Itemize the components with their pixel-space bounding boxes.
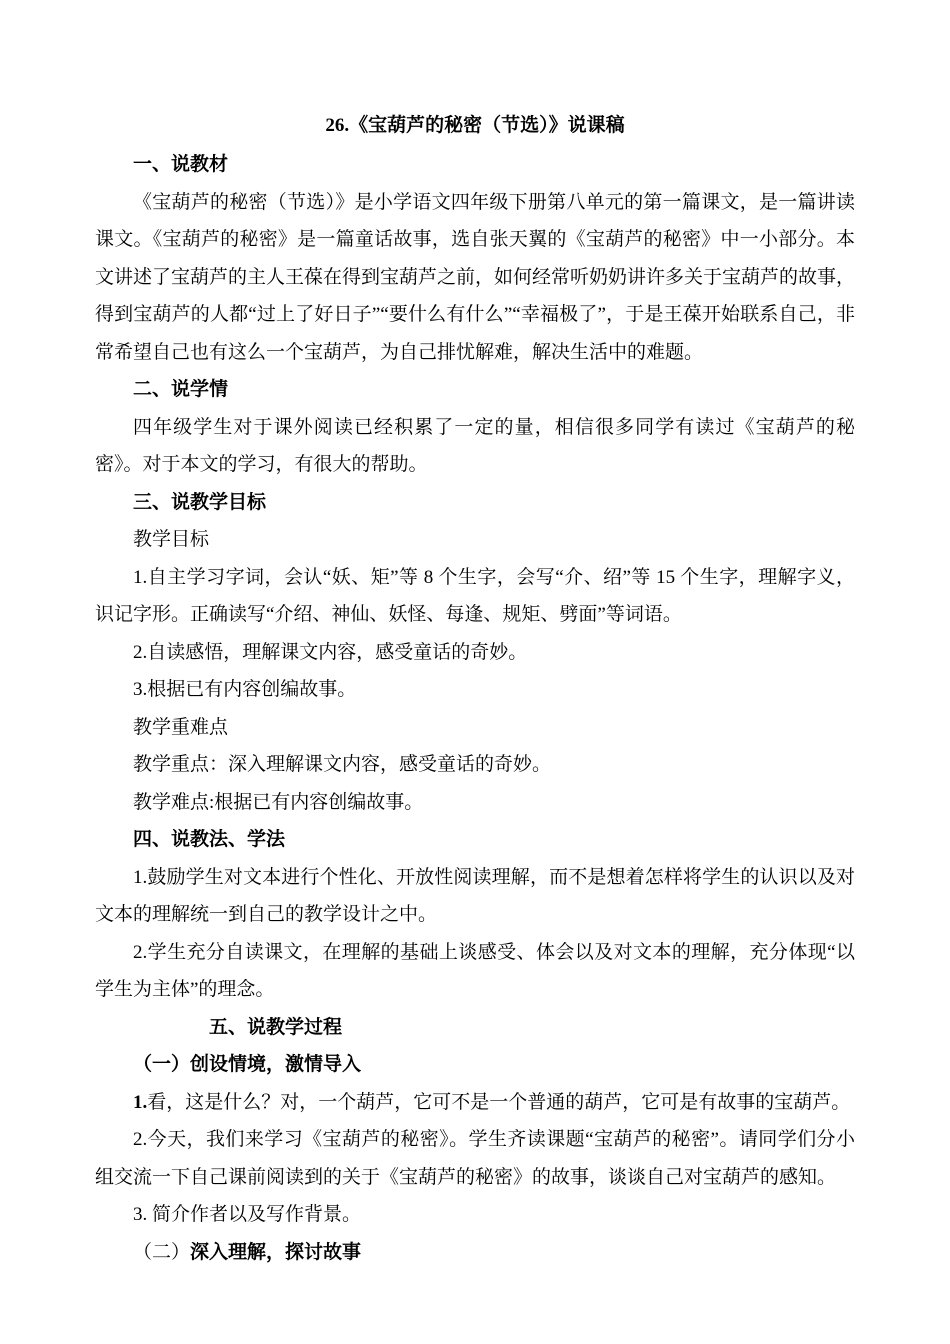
paragraph-process-step-1: [95, 1084, 855, 1122]
paragraph-goal-3: 3.根据已有内容创编故事。: [133, 679, 357, 700]
paragraph-key-difficulty-label: 教学重难点: [133, 716, 229, 738]
document-title: 26.《宝葫芦的秘密（节选）》说课稿: [325, 115, 625, 136]
paragraph-teaching-goal-label: 教学目标: [133, 529, 210, 550]
paragraph-goal-1: 1.自主学习字词，会认“妖、矩”等 8 个生字，会写“介、绍”等 15 个生字，理解字义，识记字形。正确读写“介绍、神仙、妖怪、每逢、规矩、劈面”等词语。: [95, 566, 855, 625]
subsection-title-text: 深入理解，探讨故事: [190, 1241, 362, 1263]
subsection-heading-5-1: （一）创设情境，激情导入: [133, 1054, 362, 1075]
step-number: 1.: [133, 1091, 148, 1113]
paragraph-key-point: 教学重点：深入理解课文内容，感受童话的奇妙。: [133, 754, 552, 775]
subsection-heading-5-2: [95, 1234, 855, 1272]
subsection-number: （二）: [133, 1241, 191, 1263]
section-heading-1: 一、说教材: [133, 154, 229, 175]
paragraph-difficult-point: 教学难点:根据已有内容创编故事。: [133, 791, 424, 813]
section-heading-4: 四、说教法、学法: [133, 829, 286, 850]
paragraph-process-step-2: 2.今天，我们来学习《宝葫芦的秘密》。学生齐读课题“宝葫芦的秘密”。请同学们分小组交流一下自己课前阅读到的关于《宝葫芦的秘密》的故事，谈谈自己对宝葫芦的感知。: [95, 1129, 855, 1188]
paragraph-process-step-3: 3. 简介作者以及写作背景。: [133, 1204, 362, 1225]
paragraph-method-2: 2.学生充分自读课文，在理解的基础上谈感受、体会以及对文本的理解，充分体现“以学生为主体”的理念。: [95, 941, 855, 1000]
paragraph-teaching-material: 《宝葫芦的秘密（节选）》是小学语文四年级下册第八单元的第一篇课文，是一篇讲读课文。《宝葫芦的秘密》是一篇童话故事，选自张天翼的《宝葫芦的秘密》中一小部分。本文讲述了宝葫芦的主人王葆在得到宝葫芦之前，如何经常听奶奶讲许多关于宝葫芦的故事，得到宝葫芦的人都“过上了好日子”“要什么有什么”“幸福极了”，于是王葆开始联系自己，非常希望自己也有这么一个宝葫芦，为自己排忧解难，解决生活中的难题。: [95, 191, 856, 363]
section-heading-3: 三、说教学目标: [133, 491, 267, 513]
paragraph-student-situation: 四年级学生对于课外阅读已经积累了一定的量，相信很多同学有读过《宝葫芦的秘密》。对于本文的学习，有很大的帮助。: [95, 416, 855, 475]
section-heading-2: 二、说学情: [133, 379, 229, 400]
paragraph-goal-2: 2.自读感悟，理解课文内容，感受童话的奇妙。: [133, 641, 528, 663]
section-heading-5: 五、说教学过程: [209, 1016, 343, 1038]
paragraph-method-1: 1.鼓励学生对文本进行个性化、开放性阅读理解，而不是想着怎样将学生的认识以及对文本的理解统一到自己的教学设计之中。: [95, 866, 855, 925]
step-text: 看，这是什么？对，一个葫芦，它可不是一个普通的葫芦，它可是有故事的宝葫芦。: [147, 1091, 851, 1113]
